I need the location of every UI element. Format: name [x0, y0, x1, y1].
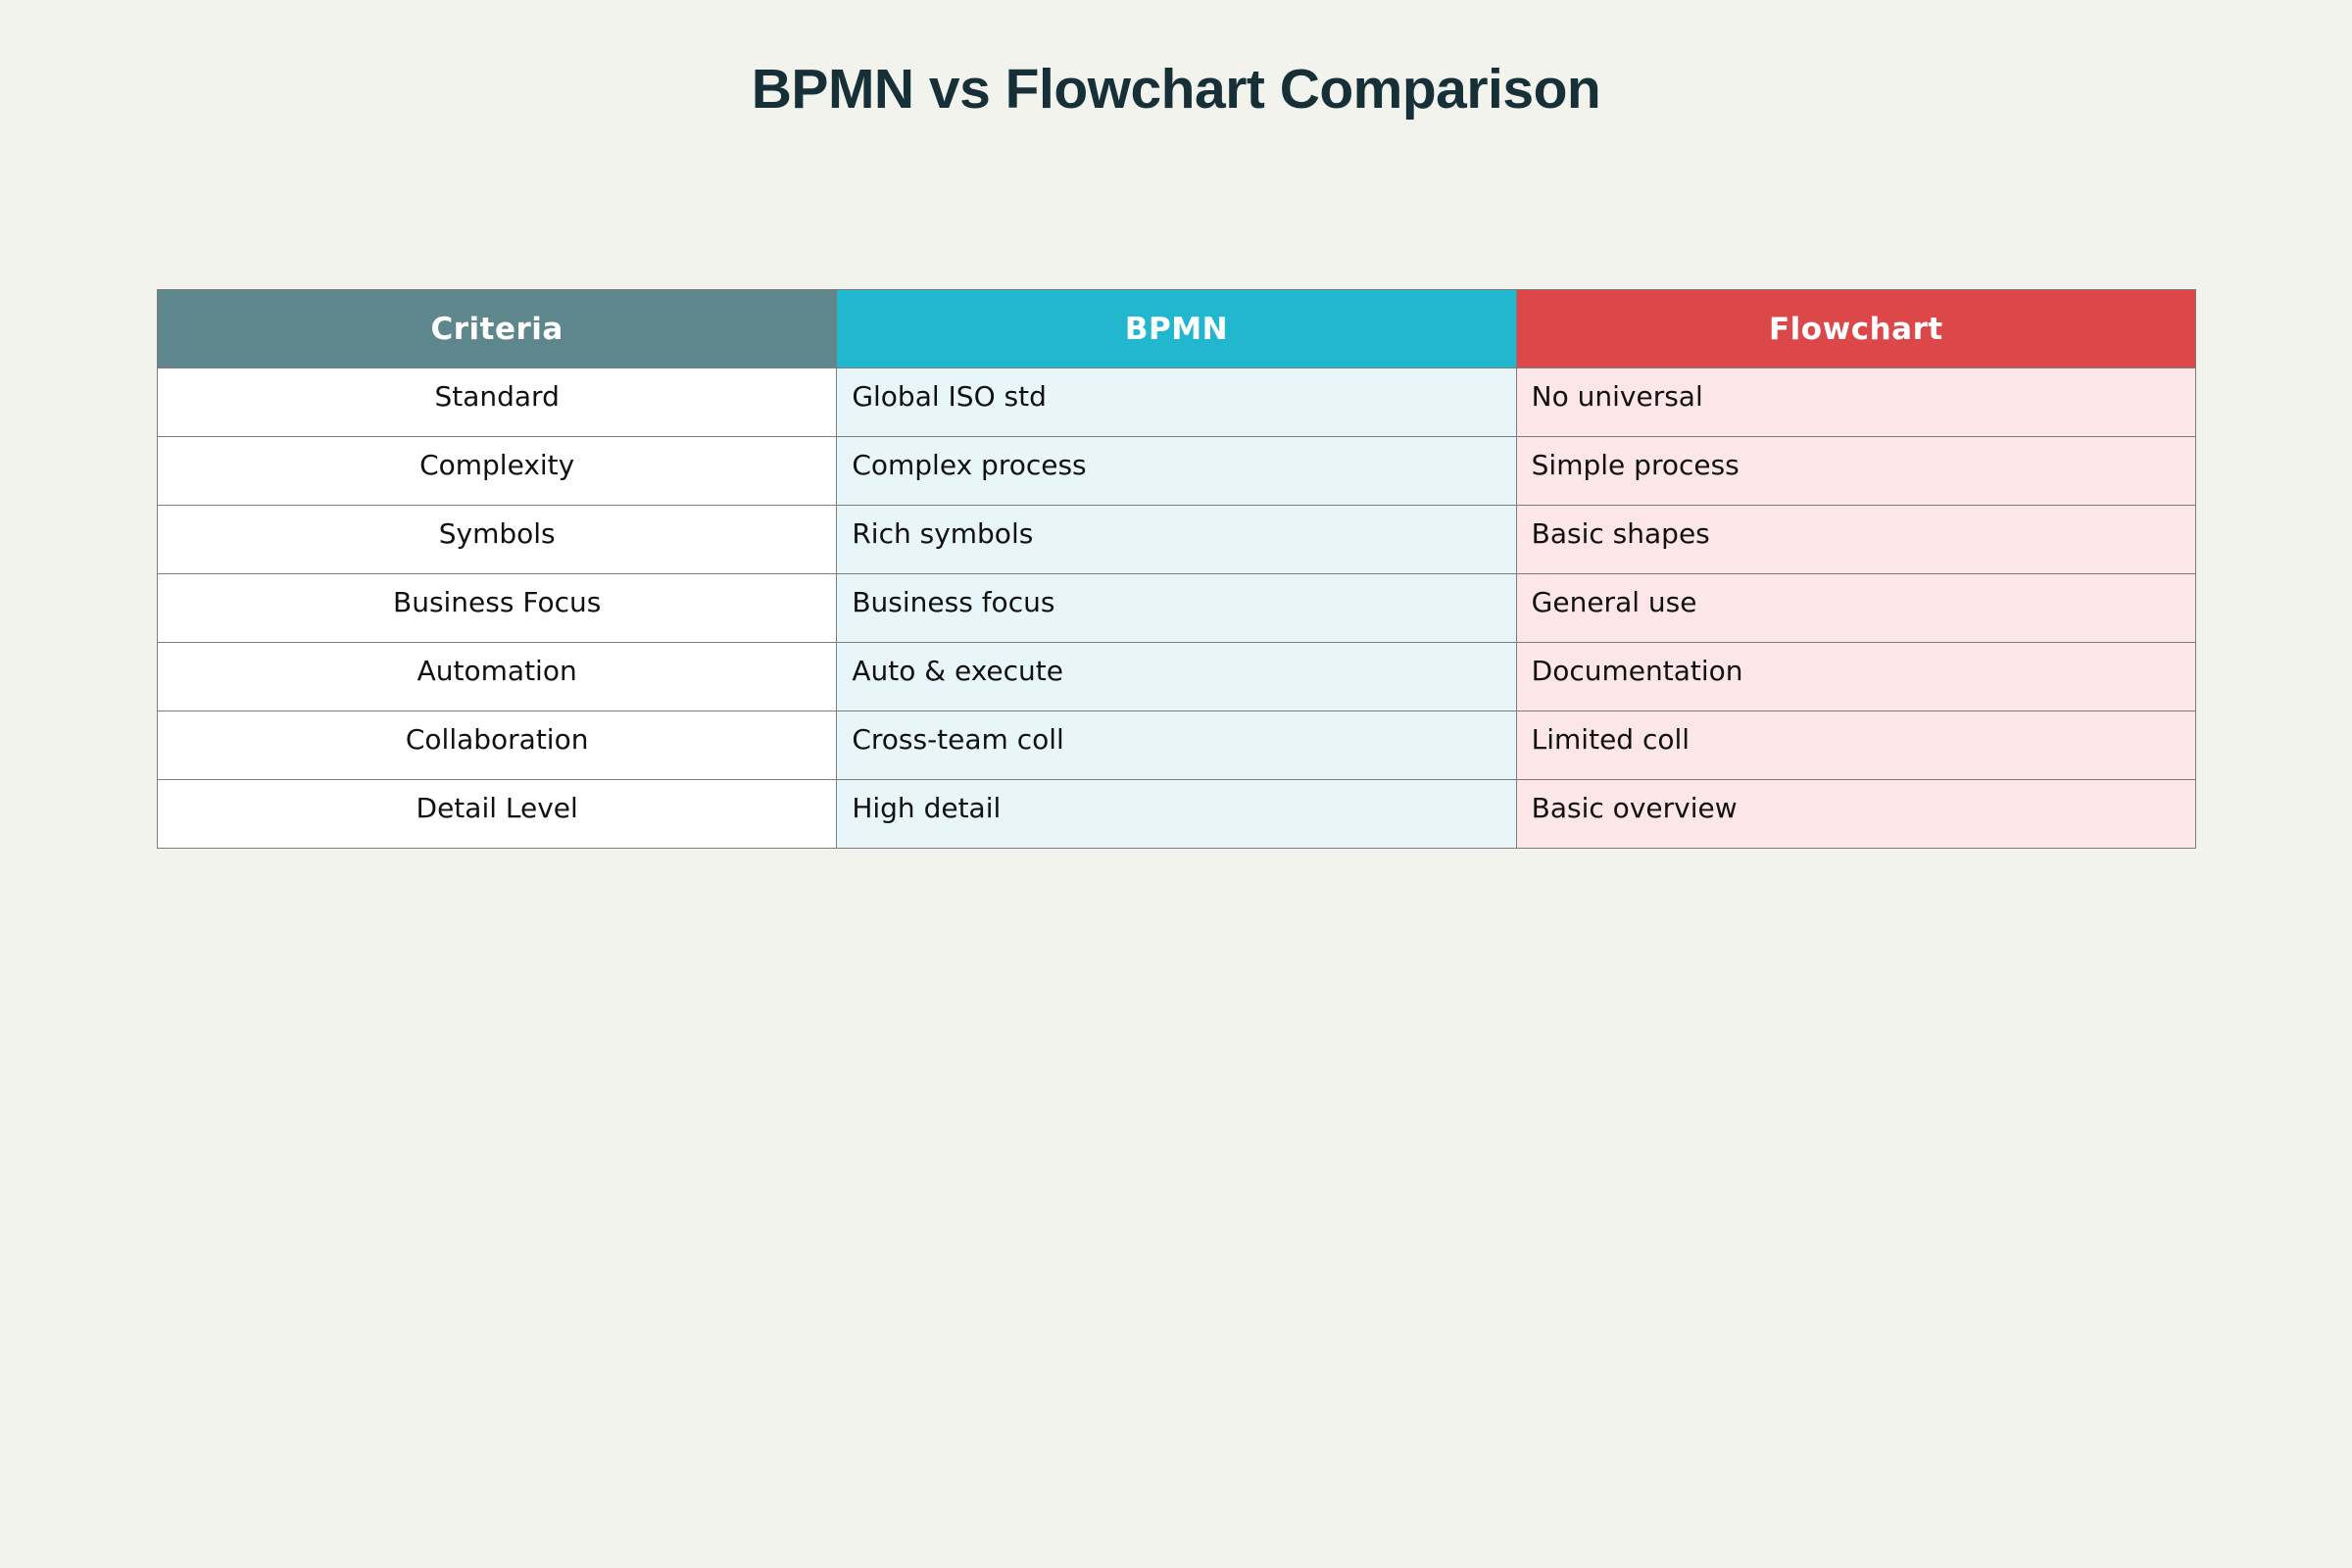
cell-criteria: Automation	[158, 643, 837, 711]
comparison-table	[157, 289, 2196, 849]
table-row	[158, 368, 2196, 437]
cell-flowchart: Documentation	[1516, 643, 2195, 711]
cell-criteria: Complexity	[158, 437, 837, 506]
cell-bpmn: Global ISO std	[837, 368, 1516, 437]
header-flowchart: Flowchart	[1516, 290, 2195, 368]
cell-criteria: Symbols	[158, 506, 837, 574]
cell-criteria: Business Focus	[158, 574, 837, 643]
cell-bpmn: Complex process	[837, 437, 1516, 506]
cell-bpmn: Cross-team coll	[837, 711, 1516, 780]
cell-flowchart: Basic shapes	[1516, 506, 2195, 574]
cell-flowchart: Simple process	[1516, 437, 2195, 506]
cell-bpmn: Business focus	[837, 574, 1516, 643]
table-row	[158, 437, 2196, 506]
table-header-row	[158, 290, 2196, 368]
table-row	[158, 780, 2196, 849]
cell-criteria: Collaboration	[158, 711, 837, 780]
header-bpmn: BPMN	[837, 290, 1516, 368]
table-row	[158, 506, 2196, 574]
chart-title: BPMN vs Flowchart Comparison	[751, 58, 1601, 121]
cell-bpmn: Auto & execute	[837, 643, 1516, 711]
cell-bpmn: High detail	[837, 780, 1516, 849]
cell-flowchart: No universal	[1516, 368, 2195, 437]
cell-criteria: Detail Level	[158, 780, 837, 849]
table-row	[158, 711, 2196, 780]
table-row	[158, 643, 2196, 711]
cell-bpmn: Rich symbols	[837, 506, 1516, 574]
cell-flowchart: Limited coll	[1516, 711, 2195, 780]
cell-flowchart: Basic overview	[1516, 780, 2195, 849]
table-row	[158, 574, 2196, 643]
cell-flowchart: General use	[1516, 574, 2195, 643]
cell-criteria: Standard	[158, 368, 837, 437]
header-criteria: Criteria	[158, 290, 837, 368]
